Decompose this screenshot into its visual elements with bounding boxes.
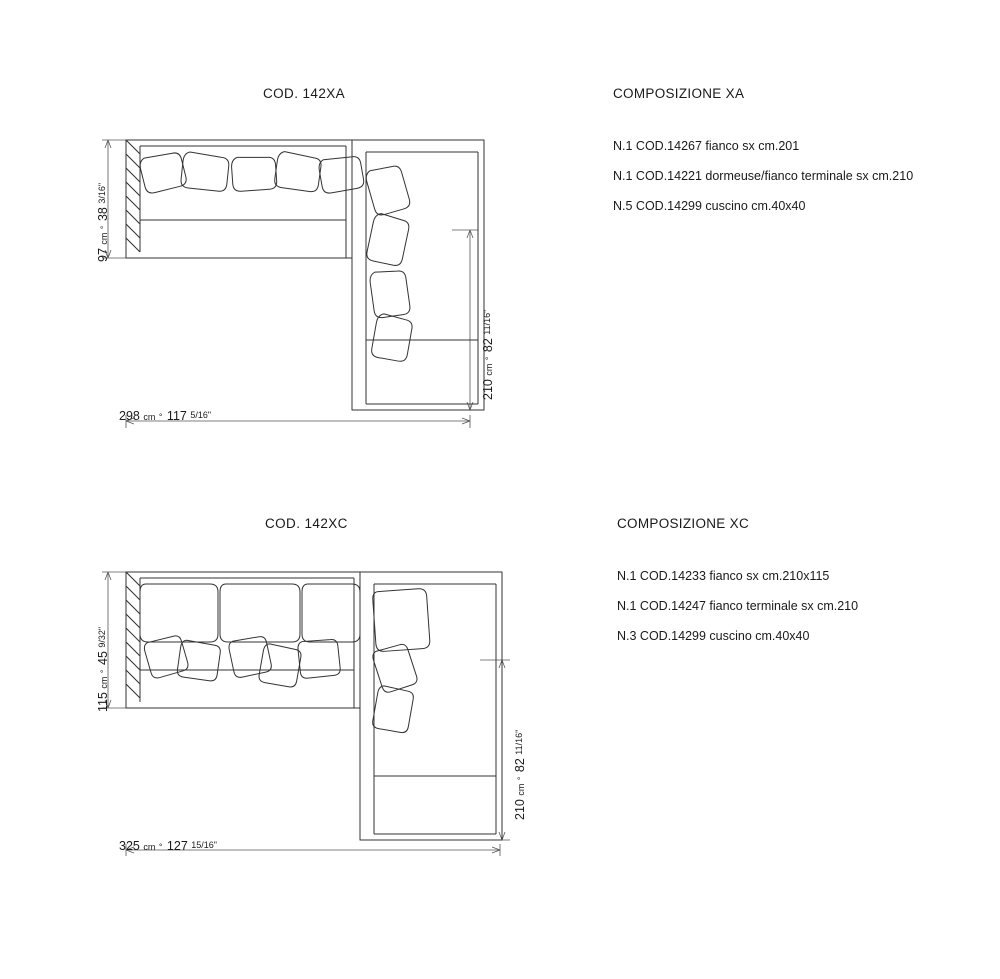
composition-heading-xa: COMPOSIZIONE XA	[613, 86, 745, 101]
composition-block-xa	[0, 0, 1000, 470]
list-item: N.1 COD.14221 dormeuse/fianco terminale sx cm.210	[613, 169, 914, 183]
list-item: N.3 COD.14299 cuscino cm.40x40	[617, 629, 810, 643]
composition-code-title-xa: COD. 142XA	[263, 86, 346, 101]
composition-code-title-xc: COD. 142XC	[265, 516, 348, 531]
dimension-label-right-xc: 210 cm ° 82 11/16"	[513, 729, 527, 820]
list-item: N.1 COD.14247 fianco terminale sx cm.210	[617, 599, 859, 613]
composition-items-xc	[617, 561, 858, 651]
list-item: N.5 COD.14299 cuscino cm.40x40	[613, 199, 806, 213]
list-item: N.1 COD.14233 fianco sx cm.210x115	[617, 569, 830, 583]
composition-items-xa	[613, 131, 913, 221]
composition-block-xc	[0, 430, 1000, 900]
sofa-plan-drawing-xc	[80, 560, 540, 880]
sofa-plan-drawing-xa	[80, 110, 520, 440]
dimension-label-bottom-xc: 325 cm ° 127 15/16"	[119, 839, 217, 853]
dimension-label-left-xc: 115 cm ° 45 9/32"	[96, 626, 110, 712]
dimension-label-left-xa: 97 cm ° 38 3/16"	[96, 182, 110, 262]
list-item: N.1 COD.14267 fianco sx cm.201	[613, 139, 800, 153]
composition-heading-xc: COMPOSIZIONE XC	[617, 516, 750, 531]
dimension-label-bottom-xa: 298 cm ° 117 5/16"	[119, 409, 212, 423]
dimension-label-right-xa: 210 cm ° 82 11/16"	[481, 309, 495, 400]
